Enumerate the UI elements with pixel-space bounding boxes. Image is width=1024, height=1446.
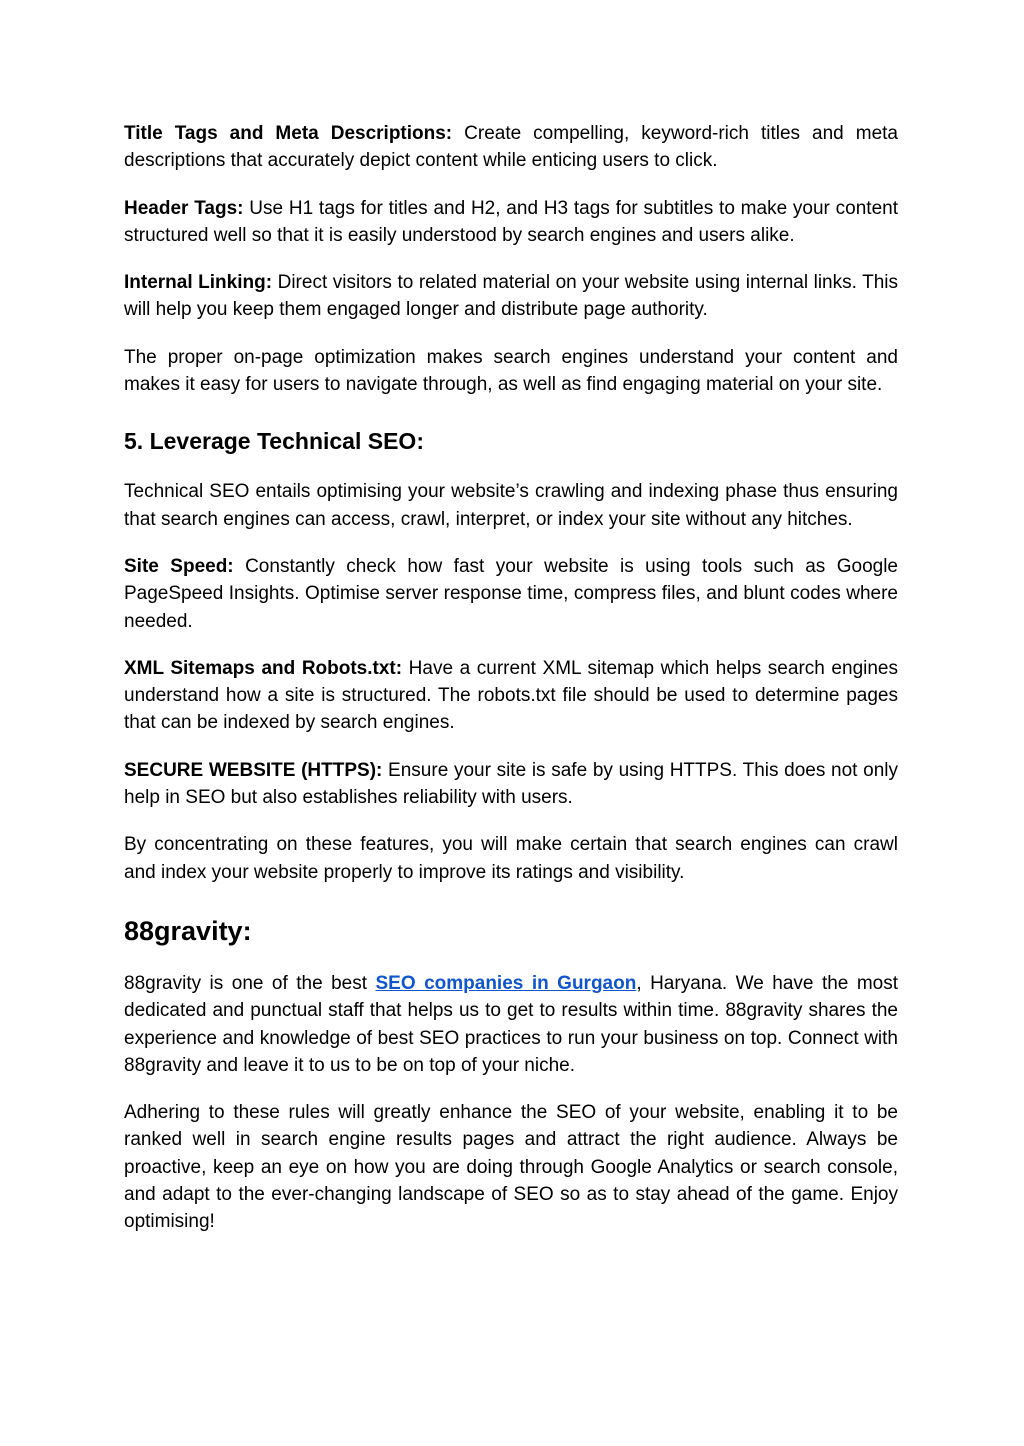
paragraph-header-tags (124, 195, 898, 250)
paragraph-text: Use H1 tags for titles and H2, and H3 tags for subtitles to make your content structured well so that it is easily understood by search engines and users alike. (124, 197, 899, 246)
paragraph-secure-website (124, 757, 898, 812)
paragraph-site-speed (124, 553, 898, 635)
paragraph-xml-sitemaps (124, 655, 898, 737)
paragraph-text: Have a current XML sitemap which helps search engines understand how a site is structured. The robots.txt file should be used to determine pages that can be indexed by search engines. (124, 657, 898, 734)
paragraph-title-tags (124, 120, 898, 175)
paragraph-lead: Site Speed: (124, 555, 234, 577)
paragraph-internal-linking (124, 269, 898, 324)
paragraph-text: Ensure your site is safe by using HTTPS. This does not only help in SEO but also establishes reliability with users. (124, 759, 898, 809)
heading-technical-seo: 5. Leverage Technical SEO: (124, 428, 424, 455)
paragraph-onpage-summary: The proper on-page optimization makes search engines understand your content and makes it easy for users to navigate through, as well as find engaging material on your site. (124, 346, 898, 396)
paragraph-lead: Header Tags: (124, 197, 244, 219)
paragraph-text: , Haryana. We have the most dedicated and punctual staff that helps us to get to results within time. 88gravity shares the experience and knowledge of best SEO practices to run your business on top. Connect with 88gravity and leave it to us to be on top of your niche. (124, 972, 898, 1076)
heading-88gravity: 88gravity: (124, 915, 252, 946)
paragraph-text: Constantly check how fast your website is using tools such as Google PageSpeed Insights. Optimise server response time, compress files, and blunt codes where needed. (124, 555, 898, 632)
paragraph-text: Direct visitors to related material on your website using internal links. This will help you keep them engaged longer and distribute page authority. (124, 272, 899, 321)
paragraph-closing: Adhering to these rules will greatly enhance the SEO of your website, enabling it to be ranked well in search engine results pages and attract the right audience. Always be proactive, keep an eye on how you are doing through Google Analytics or search console, and adapt to the ever-changing landscape of SEO so as to stay ahead of the game. Enjoy optimising! (124, 1102, 898, 1233)
paragraph-technical-intro: Technical SEO entails optimising your website’s crawling and indexing phase thus ensuring that search engines can access, crawl, interpret, or index your site without any hitches. (124, 481, 898, 530)
paragraph-technical-summary: By concentrating on these features, you will make certain that search engines can crawl and index your website properly to improve its ratings and visibility. (124, 834, 898, 883)
paragraph-lead: XML Sitemaps and Robots.txt: (124, 657, 403, 679)
paragraph-88gravity-about (124, 970, 898, 1079)
paragraph-lead: Internal Linking: (124, 272, 273, 294)
paragraph-lead: Title Tags and Meta Descriptions: (124, 123, 453, 144)
paragraph-text: 88gravity is one of the best (124, 972, 376, 994)
document-page (124, 120, 898, 1256)
paragraph-lead: SECURE WEBSITE (HTTPS): (124, 759, 383, 781)
paragraph-text: Create compelling, keyword-rich titles and meta descriptions that accurately depict content while enticing users to click. (124, 123, 898, 172)
seo-companies-link[interactable]: SEO companies in Gurgaon (375, 972, 637, 994)
